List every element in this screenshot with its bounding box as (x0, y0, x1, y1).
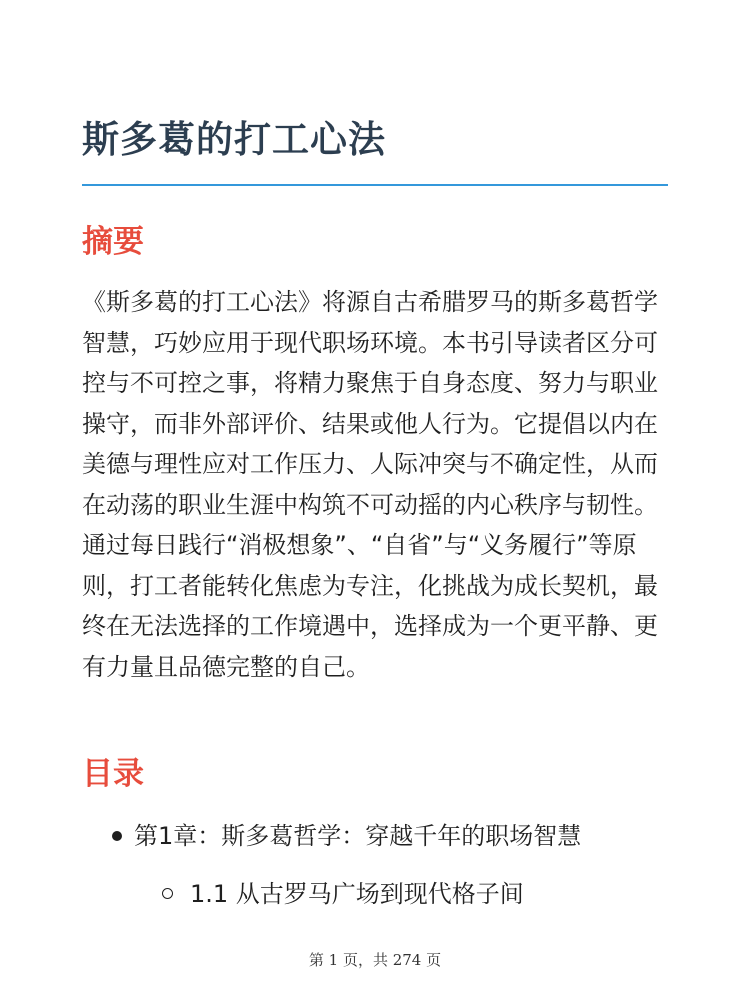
toc-item-chapter-1[interactable] (0, 814, 750, 872)
disc-bullet-icon (112, 831, 122, 841)
circle-bullet-icon (162, 888, 173, 899)
abstract-heading: 摘要 (82, 224, 144, 260)
toc-item-label: 第1章：斯多葛哲学：穿越千年的职场智慧 (134, 822, 582, 850)
toc-item-label: 1.1 从古罗马广场到现代格子间 (190, 880, 524, 908)
abstract-paragraph: 《斯多葛的打工心法》将源自古希腊罗马的斯多葛哲学智慧，巧妙应用于现代职场环境。本书引导读者区分可控与不可控之事，将精力聚焦于自身态度、努力与职业操守，而非外部评价、结果或他人行为。它提倡以内在美德与理性应对工作压力、人际冲突与不确定性，从而在动荡的职业生涯中构筑不可动摇的内心秩序与韧性。通过每日践行“消极想象”、“自省”与“义务履行”等原则，打工者能转化焦虑为专注，化挑战为成长契机，最终在无法选择的工作境遇中，选择成为一个更平静、更有力量且品德完整的自己。 (82, 288, 658, 681)
toc-list (0, 814, 750, 930)
toc-heading: 目录 (82, 756, 144, 792)
title-divider (82, 184, 668, 186)
document-title: 斯多葛的打工心法 (82, 118, 386, 161)
toc-item-section-1-1[interactable] (0, 872, 750, 930)
page-number-footer: 第 1 页，共 274 页 (308, 951, 442, 969)
